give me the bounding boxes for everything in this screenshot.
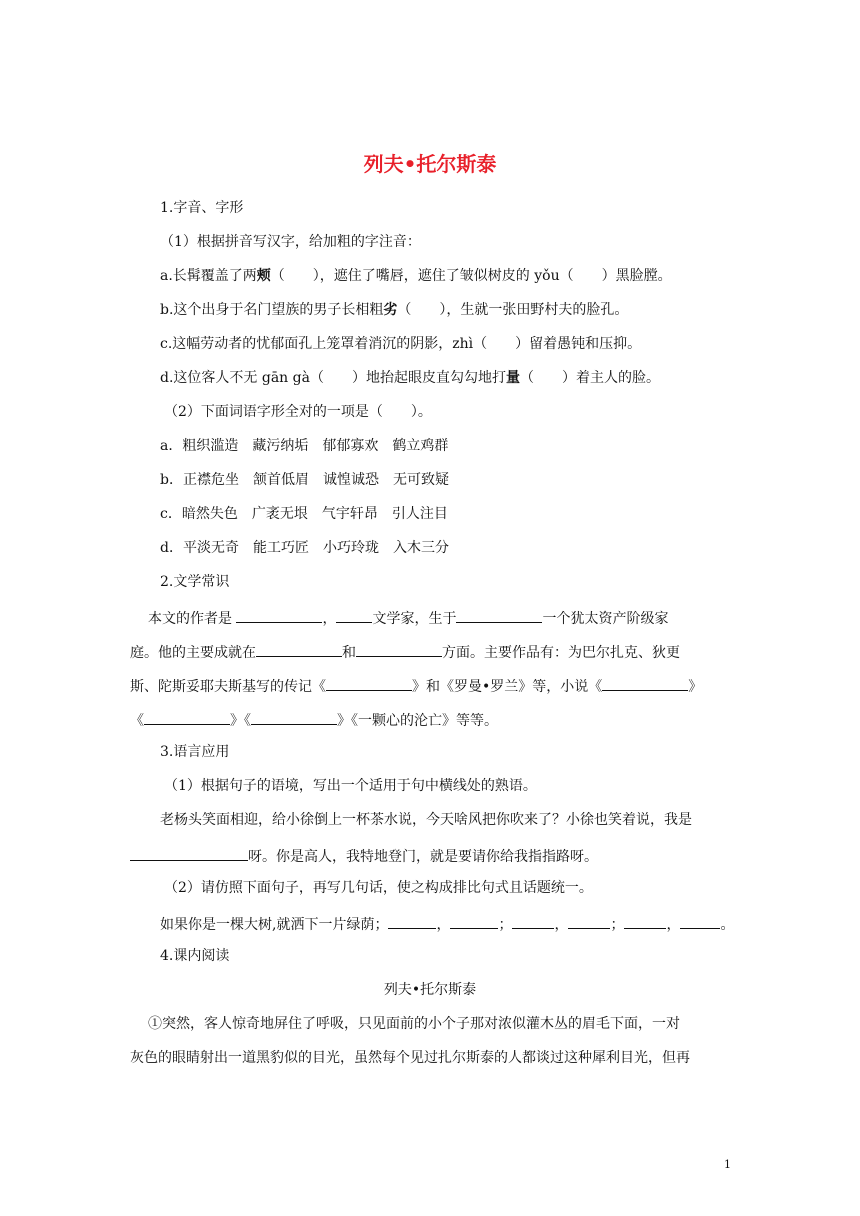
section-heading: 3.语言应用 xyxy=(160,744,230,760)
question-text: （1）根据句子的语境，写出一个适用于句中横线处的熟语。 xyxy=(164,778,537,794)
option-word: 气宇轩昂 xyxy=(321,506,378,522)
option-word: 平淡无奇 xyxy=(182,540,239,556)
fill-blank[interactable] xyxy=(251,709,337,725)
option-label: a． xyxy=(160,438,183,454)
reading-title: 列夫•托尔斯泰 xyxy=(383,982,477,998)
paragraph-text: 》 xyxy=(688,679,703,695)
paragraph-line xyxy=(148,607,668,628)
option-word: 小巧玲珑 xyxy=(322,540,379,556)
paragraph-text: ， xyxy=(322,611,337,627)
option-word: 鹤立鸡群 xyxy=(392,438,449,454)
option-word: 无可致疑 xyxy=(392,472,449,488)
reading-paragraph: 灰色的眼睛射出一道黑豹似的目光，虽然每个见过扎尔斯泰的人都谈过这种犀利目光，但再 xyxy=(130,1050,690,1066)
option-word: 引人注目 xyxy=(391,506,448,522)
paragraph-text: ， xyxy=(666,917,681,933)
fill-blank[interactable] xyxy=(624,913,666,929)
option-word: 广袤无垠 xyxy=(251,506,308,522)
fill-blank[interactable] xyxy=(144,709,230,725)
section-heading: 4.课内阅读 xyxy=(160,948,230,964)
paragraph-text: 如果你是一棵大树,就洒下一片绿荫； xyxy=(160,917,389,933)
option-label: b． xyxy=(160,472,183,488)
option-word: 正襟危坐 xyxy=(182,472,239,488)
paragraph-text: 庭。他的主要成就在 xyxy=(130,645,256,661)
option-word: 能工巧匠 xyxy=(252,540,309,556)
item-text: （ ），遮住了嘴唇，遮住了皱似树皮的 yǒu（ ）黑脸膛。 xyxy=(270,268,672,284)
paragraph-line xyxy=(130,845,598,866)
item-text: （ ），生就一张田野村夫的脸孔。 xyxy=(397,302,629,318)
paragraph-text: 》《一颗心的沦亡》等等。 xyxy=(337,713,498,729)
option-word: 藏污纳垢 xyxy=(252,438,309,454)
item-text: a.长髯覆盖了两 xyxy=(160,268,257,284)
option-word: 暗然失色 xyxy=(181,506,238,522)
paragraph-text: 斯、陀斯妥耶夫斯基写的传记《 xyxy=(130,679,326,695)
paragraph-line xyxy=(130,709,498,730)
question-text: （2）请仿照下面句子，再写几句话，使之构成排比句式且话题统一。 xyxy=(164,880,593,896)
document-title: 列夫•托尔斯泰 xyxy=(363,152,497,176)
bold-char: 量 xyxy=(505,370,520,386)
option-d xyxy=(160,539,449,557)
paragraph-text: ， xyxy=(554,917,569,933)
option-b xyxy=(160,471,449,489)
paragraph-text: ， xyxy=(436,917,451,933)
option-word: 诚惶诚恐 xyxy=(322,472,379,488)
item-c: c.这幅劳动者的忧郁面孔上笼罩着消沉的阴影，zhì（ ）留着愚钝和压抑。 xyxy=(160,336,642,352)
section-heading: 2.文学常识 xyxy=(160,574,230,590)
fill-blank[interactable] xyxy=(336,607,372,623)
fill-blank[interactable] xyxy=(236,607,322,623)
item-a xyxy=(160,267,672,285)
option-word: 入木三分 xyxy=(392,540,449,556)
paragraph-text: 文学家，生于 xyxy=(372,611,457,627)
option-a xyxy=(160,437,448,455)
paragraph-line xyxy=(160,913,734,934)
fill-blank[interactable] xyxy=(680,913,720,929)
paragraph-line xyxy=(130,641,680,662)
paragraph-text: 呀。你是高人，我特地登门，就是要请你给我指指路呀。 xyxy=(248,849,598,865)
paragraph-text: ； xyxy=(610,917,625,933)
bold-char: 劣 xyxy=(383,302,398,318)
paragraph-text: ； xyxy=(498,917,513,933)
bold-char: 颊 xyxy=(256,268,271,284)
fill-blank[interactable] xyxy=(356,641,442,657)
page-number: 1 xyxy=(724,1158,731,1171)
fill-blank[interactable] xyxy=(456,607,542,623)
question-text: （2）下面词语字形全对的一项是（ ）。 xyxy=(164,404,432,420)
paragraph-text: 和 xyxy=(342,645,356,661)
fill-blank[interactable] xyxy=(130,845,248,861)
paragraph-line xyxy=(130,675,702,696)
item-b xyxy=(160,301,628,319)
item-text: （ ）着主人的脸。 xyxy=(519,370,660,386)
reading-paragraph: ①突然，客人惊奇地屏住了呼吸，只见面前的小个子那对浓似灌木丛的眉毛下面，一对 xyxy=(148,1016,680,1032)
fill-blank[interactable] xyxy=(450,913,498,929)
option-word: 颔首低眉 xyxy=(252,472,309,488)
fill-blank[interactable] xyxy=(512,913,554,929)
option-word: 郁郁寡欢 xyxy=(322,438,379,454)
section-heading: 1.字音、字形 xyxy=(160,200,244,216)
item-text: b.这个出身于名门望族的男子长相粗 xyxy=(160,302,384,318)
paragraph-text: 《 xyxy=(130,713,144,729)
fill-blank[interactable] xyxy=(602,675,688,691)
fill-blank[interactable] xyxy=(326,675,412,691)
paragraph-line: 老杨头笑面相迎，给小徐倒上一杯茶水说，今天啥风把你吹来了？小徐也笑着说，我是 xyxy=(160,812,692,828)
paragraph-text: 》《 xyxy=(230,713,251,729)
option-word: 粗织滥造 xyxy=(182,438,239,454)
fill-blank[interactable] xyxy=(568,913,610,929)
paragraph-text: 本文的作者是 xyxy=(148,611,237,627)
paragraph-text: 。 xyxy=(720,917,735,933)
paragraph-text: 方面。主要作品有：为巴尔扎克、狄更 xyxy=(442,645,680,661)
option-label: d． xyxy=(160,540,183,556)
paragraph-text: 一个犹太资产阶级家 xyxy=(542,611,669,627)
item-text: d.这位客人不无 gān gà（ ）地抬起眼皮直勾勾地打 xyxy=(160,370,506,386)
fill-blank[interactable] xyxy=(388,913,436,929)
question-text: （1）根据拼音写汉字，给加粗的字注音： xyxy=(160,234,421,250)
fill-blank[interactable] xyxy=(256,641,342,657)
option-label: c． xyxy=(160,506,182,522)
item-d xyxy=(160,369,660,387)
option-c xyxy=(160,505,448,523)
paragraph-text: 》和《罗曼•罗兰》等，小说《 xyxy=(412,679,603,695)
